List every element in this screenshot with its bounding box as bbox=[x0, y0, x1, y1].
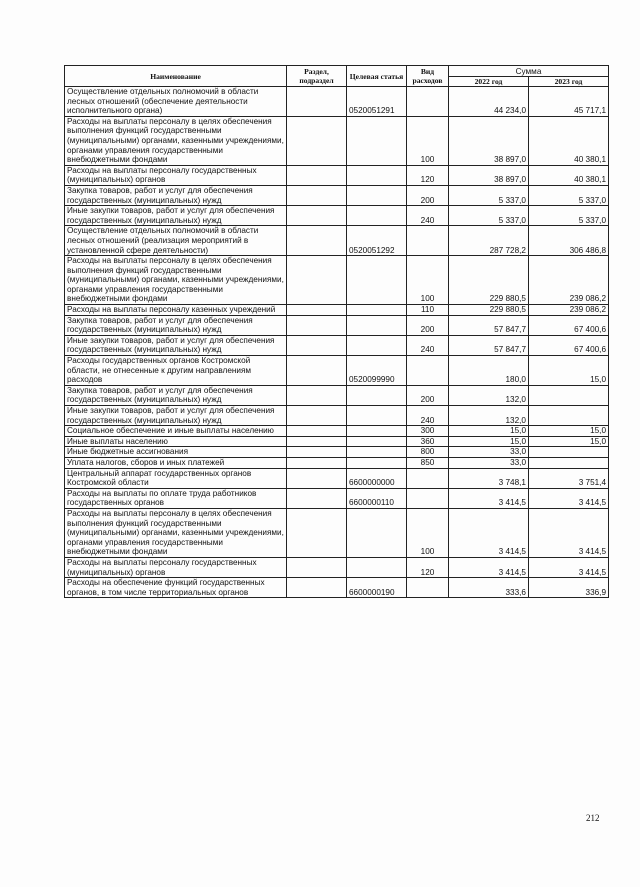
row-name: Закупка товаров, работ и услуг для обеспечения государственных (муниципальных) нужд bbox=[65, 385, 287, 405]
row-value-2023: 40 380,1 bbox=[529, 165, 609, 185]
table-row bbox=[65, 206, 609, 226]
row-target bbox=[347, 436, 407, 447]
row-value-2022: 57 847,7 bbox=[449, 335, 529, 355]
row-value-2023 bbox=[529, 406, 609, 426]
row-vid: 240 bbox=[407, 335, 449, 355]
row-value-2023: 40 380,1 bbox=[529, 116, 609, 165]
row-name: Осуществление отдельных полномочий в области лесных отношений (реализация мероприятий в установленной сфере деятельности) bbox=[65, 226, 287, 256]
table-row bbox=[65, 468, 609, 488]
table-row bbox=[65, 406, 609, 426]
row-name: Расходы на выплаты персоналу в целях обеспечения выполнения функций государственными (муниципальными) органами, казенными учреждениями, органами управления государственными внебюджетными фондами bbox=[65, 256, 287, 305]
row-value-2023: 3 751,4 bbox=[529, 468, 609, 488]
row-vid: 200 bbox=[407, 385, 449, 405]
row-vid bbox=[407, 468, 449, 488]
table-row bbox=[65, 385, 609, 405]
row-target bbox=[347, 185, 407, 205]
table-row bbox=[65, 87, 609, 117]
header-vid: Вид расходов bbox=[407, 66, 449, 87]
row-target bbox=[347, 305, 407, 316]
row-section bbox=[287, 508, 347, 557]
row-value-2022: 333,6 bbox=[449, 578, 529, 598]
row-value-2022: 44 234,0 bbox=[449, 87, 529, 117]
row-target bbox=[347, 447, 407, 458]
row-vid: 120 bbox=[407, 165, 449, 185]
row-target bbox=[347, 406, 407, 426]
row-value-2022: 38 897,0 bbox=[449, 116, 529, 165]
row-value-2023: 67 400,6 bbox=[529, 315, 609, 335]
row-target: 6600000110 bbox=[347, 488, 407, 508]
row-value-2023: 3 414,5 bbox=[529, 488, 609, 508]
row-target: 0520099990 bbox=[347, 356, 407, 386]
row-section bbox=[287, 185, 347, 205]
row-name: Расходы на выплаты персоналу казенных учреждений bbox=[65, 305, 287, 316]
row-vid bbox=[407, 356, 449, 386]
row-section bbox=[287, 206, 347, 226]
row-section bbox=[287, 165, 347, 185]
row-target bbox=[347, 457, 407, 468]
row-value-2023: 3 414,5 bbox=[529, 557, 609, 577]
row-vid: 200 bbox=[407, 315, 449, 335]
row-value-2022: 132,0 bbox=[449, 385, 529, 405]
row-section bbox=[287, 447, 347, 458]
header-sum: Сумма bbox=[449, 66, 609, 77]
table-row bbox=[65, 165, 609, 185]
row-name: Расходы государственных органов Костромской области, не отнесенные к другим направлениям расходов bbox=[65, 356, 287, 386]
budget-table bbox=[64, 65, 609, 598]
row-value-2022: 33,0 bbox=[449, 447, 529, 458]
row-value-2023 bbox=[529, 447, 609, 458]
row-target bbox=[347, 508, 407, 557]
row-vid: 240 bbox=[407, 406, 449, 426]
row-vid: 360 bbox=[407, 436, 449, 447]
row-value-2022: 180,0 bbox=[449, 356, 529, 386]
row-name: Расходы на выплаты персоналу государственных (муниципальных) органов bbox=[65, 557, 287, 577]
row-value-2023 bbox=[529, 385, 609, 405]
row-name: Иные закупки товаров, работ и услуг для обеспечения государственных (муниципальных) нужд bbox=[65, 206, 287, 226]
row-value-2022: 132,0 bbox=[449, 406, 529, 426]
row-name: Расходы на обеспечение функций государственных органов, в том числе территориальных органов bbox=[65, 578, 287, 598]
row-section bbox=[287, 436, 347, 447]
row-value-2022: 57 847,7 bbox=[449, 315, 529, 335]
table-row bbox=[65, 305, 609, 316]
row-target: 6600000190 bbox=[347, 578, 407, 598]
row-value-2023 bbox=[529, 457, 609, 468]
row-section bbox=[287, 356, 347, 386]
row-vid: 200 bbox=[407, 185, 449, 205]
row-vid: 300 bbox=[407, 426, 449, 437]
row-section bbox=[287, 557, 347, 577]
header-target: Целевая статья bbox=[347, 66, 407, 87]
row-section bbox=[287, 578, 347, 598]
row-section bbox=[287, 116, 347, 165]
row-value-2022: 33,0 bbox=[449, 457, 529, 468]
row-section bbox=[287, 457, 347, 468]
row-value-2023: 5 337,0 bbox=[529, 185, 609, 205]
header-section: Раздел, подраздел bbox=[287, 66, 347, 87]
row-target: 0520051291 bbox=[347, 87, 407, 117]
row-section bbox=[287, 256, 347, 305]
row-target bbox=[347, 165, 407, 185]
row-section bbox=[287, 406, 347, 426]
row-value-2023: 15,0 bbox=[529, 436, 609, 447]
row-target: 0520051292 bbox=[347, 226, 407, 256]
table-body bbox=[65, 87, 609, 598]
row-name: Расходы на выплаты персоналу в целях обеспечения выполнения функций государственными (муниципальными) органами, казенными учреждениями, органами управления государственными внебюджетными фондами bbox=[65, 508, 287, 557]
row-vid: 800 bbox=[407, 447, 449, 458]
row-value-2022: 3 414,5 bbox=[449, 508, 529, 557]
table-row bbox=[65, 335, 609, 355]
table-row bbox=[65, 488, 609, 508]
row-value-2022: 15,0 bbox=[449, 426, 529, 437]
row-value-2022: 287 728,2 bbox=[449, 226, 529, 256]
row-target bbox=[347, 385, 407, 405]
row-section bbox=[287, 335, 347, 355]
page-number: 212 bbox=[586, 813, 600, 823]
row-vid: 850 bbox=[407, 457, 449, 468]
header-name: Наименование bbox=[65, 66, 287, 87]
row-vid: 100 bbox=[407, 508, 449, 557]
table-row bbox=[65, 315, 609, 335]
row-name: Расходы на выплаты персоналу в целях обеспечения выполнения функций государственными (муниципальными) органами, казенными учреждениями, органами управления государственными внебюджетными фондами bbox=[65, 116, 287, 165]
row-name: Осуществление отдельных полномочий в области лесных отношений (обеспечение деятельности исполнительного органа) bbox=[65, 87, 287, 117]
row-vid: 110 bbox=[407, 305, 449, 316]
row-name: Социальное обеспечение и иные выплаты населению bbox=[65, 426, 287, 437]
row-vid: 120 bbox=[407, 557, 449, 577]
row-name: Расходы на выплаты персоналу государственных (муниципальных) органов bbox=[65, 165, 287, 185]
table-row bbox=[65, 457, 609, 468]
row-value-2023: 239 086,2 bbox=[529, 305, 609, 316]
row-vid bbox=[407, 226, 449, 256]
row-value-2022: 229 880,5 bbox=[449, 256, 529, 305]
row-name: Закупка товаров, работ и услуг для обеспечения государственных (муниципальных) нужд bbox=[65, 315, 287, 335]
row-section bbox=[287, 385, 347, 405]
row-value-2022: 3 414,5 bbox=[449, 557, 529, 577]
row-value-2023: 306 486,8 bbox=[529, 226, 609, 256]
row-name: Центральный аппарат государственных органов Костромской области bbox=[65, 468, 287, 488]
row-value-2022: 38 897,0 bbox=[449, 165, 529, 185]
row-vid: 100 bbox=[407, 256, 449, 305]
row-value-2023: 5 337,0 bbox=[529, 206, 609, 226]
table-row bbox=[65, 356, 609, 386]
row-vid: 240 bbox=[407, 206, 449, 226]
row-target bbox=[347, 426, 407, 437]
table-row bbox=[65, 447, 609, 458]
row-target: 6600000000 bbox=[347, 468, 407, 488]
row-vid bbox=[407, 87, 449, 117]
row-name: Расходы на выплаты по оплате труда работников государственных органов bbox=[65, 488, 287, 508]
table-row bbox=[65, 557, 609, 577]
row-vid bbox=[407, 488, 449, 508]
row-name: Иные закупки товаров, работ и услуг для обеспечения государственных (муниципальных) нужд bbox=[65, 406, 287, 426]
row-target bbox=[347, 256, 407, 305]
row-value-2023: 15,0 bbox=[529, 356, 609, 386]
table-row bbox=[65, 185, 609, 205]
row-target bbox=[347, 557, 407, 577]
row-value-2022: 3 414,5 bbox=[449, 488, 529, 508]
row-value-2022: 229 880,5 bbox=[449, 305, 529, 316]
table-row bbox=[65, 426, 609, 437]
row-target bbox=[347, 116, 407, 165]
row-section bbox=[287, 426, 347, 437]
row-section bbox=[287, 87, 347, 117]
header-year-2022: 2022 год bbox=[449, 77, 529, 87]
row-value-2023: 45 717,1 bbox=[529, 87, 609, 117]
row-section bbox=[287, 226, 347, 256]
row-value-2022: 3 748,1 bbox=[449, 468, 529, 488]
row-value-2022: 5 337,0 bbox=[449, 185, 529, 205]
row-target bbox=[347, 206, 407, 226]
table-row bbox=[65, 116, 609, 165]
row-section bbox=[287, 488, 347, 508]
row-section bbox=[287, 468, 347, 488]
table-row bbox=[65, 256, 609, 305]
table-row bbox=[65, 578, 609, 598]
row-name: Иные закупки товаров, работ и услуг для обеспечения государственных (муниципальных) нужд bbox=[65, 335, 287, 355]
row-section bbox=[287, 305, 347, 316]
row-name: Закупка товаров, работ и услуг для обеспечения государственных (муниципальных) нужд bbox=[65, 185, 287, 205]
row-value-2022: 15,0 bbox=[449, 436, 529, 447]
row-name: Иные бюджетные ассигнования bbox=[65, 447, 287, 458]
row-target bbox=[347, 335, 407, 355]
row-value-2022: 5 337,0 bbox=[449, 206, 529, 226]
table-header bbox=[65, 66, 609, 87]
row-value-2023: 239 086,2 bbox=[529, 256, 609, 305]
row-name: Иные выплаты населению bbox=[65, 436, 287, 447]
row-value-2023: 3 414,5 bbox=[529, 508, 609, 557]
row-value-2023: 15,0 bbox=[529, 426, 609, 437]
table-row bbox=[65, 226, 609, 256]
table-row bbox=[65, 508, 609, 557]
row-value-2023: 67 400,6 bbox=[529, 335, 609, 355]
row-vid: 100 bbox=[407, 116, 449, 165]
row-name: Уплата налогов, сборов и иных платежей bbox=[65, 457, 287, 468]
row-target bbox=[347, 315, 407, 335]
table-row bbox=[65, 436, 609, 447]
header-year-2023: 2023 год bbox=[529, 77, 609, 87]
row-value-2023: 336,9 bbox=[529, 578, 609, 598]
row-vid bbox=[407, 578, 449, 598]
row-section bbox=[287, 315, 347, 335]
